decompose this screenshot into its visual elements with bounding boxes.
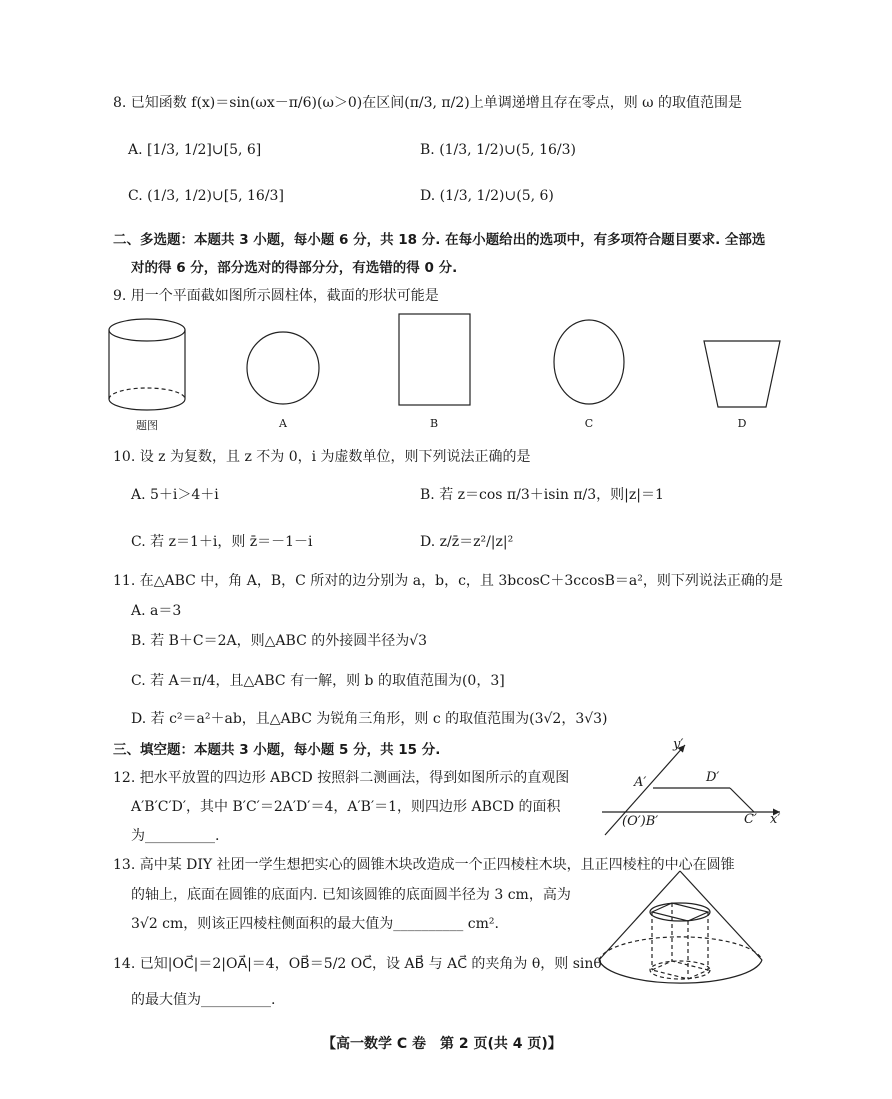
- q11-option-b: B. 若 B＋C＝2A，则△ABC 的外接圆半径为√3: [131, 633, 428, 649]
- q13-line1: 13. 高中某 DIY 社团一学生想把实心的圆锥木块改造成一个正四棱柱木块，且正四棱柱的中心在圆锥: [113, 857, 735, 873]
- q9-label-b: B: [429, 417, 439, 430]
- q9-label-c: C: [584, 417, 594, 430]
- q8-option-a: A. [1/3, 1/2]∪[5, 6]: [128, 142, 262, 158]
- q11-stem: 11. 在△ABC 中，角 A，B，C 所对的边分别为 a，b，c，且 3bcosC＋3ccosB＝a²，则下列说法正确的是: [113, 573, 783, 589]
- page-footer: 【高一数学 C 卷 第 2 页(共 4 页)】: [322, 1036, 562, 1052]
- q12-label-ob: (O′)B′: [622, 814, 659, 829]
- q8-option-b: B. (1/3, 1/2)∪(5, 16/3): [420, 142, 576, 158]
- q14-line1: 14. 已知|OC⃗|＝2|OA⃗|＝4，OB⃗＝5/2 OC⃗，设 AB⃗ 与 AC⃗ 的夹角为 θ，则 sinθ: [113, 956, 602, 972]
- q12-label-d: D′: [706, 770, 720, 785]
- q10-stem: 10. 设 z 为复数，且 z 不为 0，i 为虚数单位，则下列说法正确的是: [113, 449, 531, 465]
- q14-line2: 的最大值为__________.: [131, 992, 276, 1008]
- q10-option-b: B. 若 z＝cos π/3＋isin π/3，则|z|＝1: [420, 487, 664, 503]
- q10-option-d: D. z/z̄＝z²/|z|²: [420, 534, 514, 550]
- q11-option-c: C. 若 A＝π/4，且△ABC 有一解，则 b 的取值范围为(0，3]: [131, 673, 505, 689]
- q10-option-a: A. 5＋i＞4＋i: [131, 487, 219, 503]
- q13-line3: 3√2 cm，则该正四棱柱侧面积的最大值为__________ cm².: [131, 916, 499, 932]
- q12-line3: 为__________.: [131, 828, 220, 844]
- section2-line2: 对的得 6 分，部分选对的得部分分，有选错的得 0 分.: [131, 260, 458, 276]
- q12-label-c: C′: [744, 812, 757, 827]
- q12-label-x: x′: [770, 812, 781, 827]
- q12-line2: A′B′C′D′，其中 B′C′＝2A′D′＝4，A′B′＝1，则四边形 ABCD 的面积: [131, 799, 561, 815]
- q13-line2: 的轴上，底面在圆锥的底面内. 已知该圆锥的底面圆半径为 3 cm，高为: [131, 887, 571, 903]
- q8-option-c: C. (1/3, 1/2)∪[5, 16/3]: [128, 188, 284, 204]
- section3-heading: 三、填空题：本题共 3 小题，每小题 5 分，共 15 分.: [113, 742, 441, 758]
- q12-label-a: A′: [634, 775, 647, 790]
- q11-option-a: A. a＝3: [131, 603, 182, 619]
- q12-label-y: y′: [673, 737, 684, 752]
- q12-line1: 12. 把水平放置的四边形 ABCD 按照斜二测画法，得到如图所示的直观图: [113, 770, 570, 786]
- section2-line1: 二、多选题：本题共 3 小题，每小题 6 分，共 18 分. 在每小题给出的选项中，有多项符合题目要求. 全部选: [113, 232, 766, 248]
- q9-label-figure: 题图: [136, 419, 158, 432]
- q9-label-d: D: [737, 417, 747, 430]
- q8-option-d: D. (1/3, 1/2)∪(5, 6): [420, 188, 554, 204]
- q9-stem: 9. 用一个平面截如图所示圆柱体，截面的形状可能是: [113, 288, 439, 304]
- q10-option-c: C. 若 z＝1＋i，则 z̄＝－1－i: [131, 534, 313, 550]
- q11-option-d: D. 若 c²＝a²＋ab，且△ABC 为锐角三角形，则 c 的取值范围为(3√2，3√3): [131, 711, 608, 727]
- q9-label-a: A: [279, 417, 287, 430]
- q8-stem: 8. 已知函数 f(x)＝sin(ωx－π/6)(ω＞0)在区间(π/3, π/2)上单调递增且存在零点，则 ω 的取值范围是: [113, 95, 743, 111]
